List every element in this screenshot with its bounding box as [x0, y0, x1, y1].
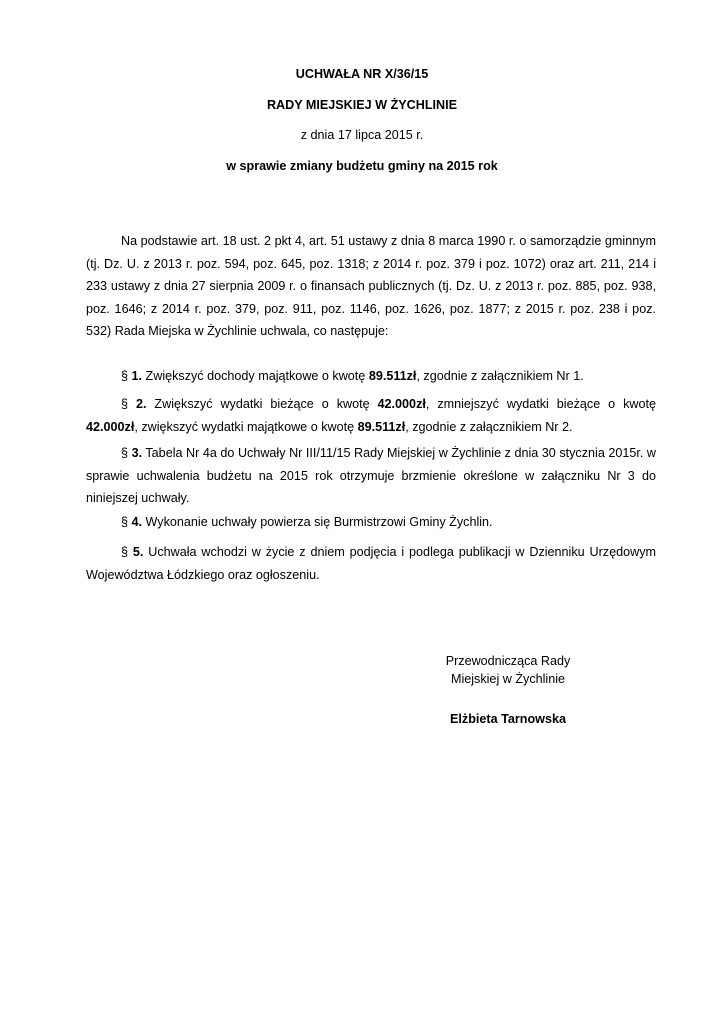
- section-4-number: 4.: [131, 515, 143, 529]
- section-5-number: 5.: [132, 545, 144, 559]
- section-3: [86, 442, 656, 510]
- signature-role-line-1: Przewodnicząca Rady: [445, 654, 571, 668]
- section-1-text-a: Zwiększyć dochody majątkowe o kwotę: [142, 369, 369, 383]
- section-3-mark: §: [121, 446, 129, 460]
- section-5-mark: §: [121, 545, 129, 559]
- section-1-mark: §: [121, 369, 129, 383]
- section-2-text-d: , zgodnie z załącznikiem Nr 2.: [405, 419, 573, 434]
- section-2-number: 2.: [135, 397, 147, 411]
- resolution-title: UCHWAŁA NR X/36/15: [295, 67, 429, 81]
- section-3-text: Tabela Nr 4a do Uchwały Nr III/11/15 Rady Miejskiej w Żychlinie z dnia 30 stycznia 2015r. w sprawie uchwalenia budżetu na 2015 rok otrzymuje brzmienie określone w załączniku Nr 3 do niniejszej uchwały.: [86, 446, 657, 505]
- section-2-text-c: , zwiększyć wydatki majątkowe o kwotę: [134, 419, 358, 434]
- section-1-number: 1.: [131, 369, 143, 383]
- section-1-text-b: , zgodnie z załącznikiem Nr 1.: [416, 369, 584, 383]
- section-1-amount: 89.511zł: [368, 369, 417, 383]
- section-2-mark: §: [121, 397, 129, 411]
- section-4-text: Wykonanie uchwały powierza się Burmistrzowi Gminy Żychlin.: [142, 515, 493, 529]
- section-4-mark: §: [121, 515, 129, 529]
- resolution-subject: w sprawie zmiany budżetu gminy na 2015 rok: [226, 159, 498, 173]
- resolution-issuer: RADY MIEJSKIEJ W ŻYCHLINIE: [266, 98, 458, 112]
- section-4: [86, 511, 656, 534]
- resolution-date: z dnia 17 lipca 2015 r.: [300, 128, 424, 142]
- section-2-amount-a: 42.000zł: [377, 397, 426, 411]
- preamble-paragraph: Na podstawie art. 18 ust. 2 pkt 4, art. 51 ustawy z dnia 8 marca 1990 r. o samorządzie gminnym (tj. Dz. U. z 2013 r. poz. 594, poz. 645, poz. 1318; z 2014 r. poz. 379 i poz. 1072) oraz art. 211, 214 i 233 ustawy z dnia 27 sierpnia 2009 r. o finansach publicznych (tj. Dz. U. z 2013 r. poz. 885, poz. 938, poz. 1646; z 2014 r. poz. 379, poz. 911, poz. 1146, poz. 1626, poz. 1877; z 2015 r. poz. 238 i poz. 532) Rada Miejska w Żychlinie uchwala, co następuje:: [86, 234, 656, 338]
- section-2-amount-b: 42.000zł: [86, 419, 135, 434]
- section-5-text: Uchwała wchodzi w życie z dniem podjęcia i podlega publikacji w Dzienniku Urzędowym Województwa Łódzkiego oraz ogłoszeniu.: [86, 545, 656, 582]
- section-1: [86, 365, 656, 388]
- section-2-text-a: Zwiększyć wydatki bieżące o kwotę: [146, 397, 378, 411]
- section-2: [86, 393, 656, 438]
- section-3-number: 3.: [131, 446, 143, 460]
- signature-role-line-2: Miejskiej w Żychlinie: [450, 672, 566, 686]
- section-2-text-b: , zmniejszyć wydatki bieżące o kwotę: [425, 397, 656, 411]
- section-2-amount-c: 89.511zł: [357, 419, 406, 434]
- section-5: [86, 541, 656, 586]
- signature-name: Elżbieta Tarnowska: [450, 712, 566, 726]
